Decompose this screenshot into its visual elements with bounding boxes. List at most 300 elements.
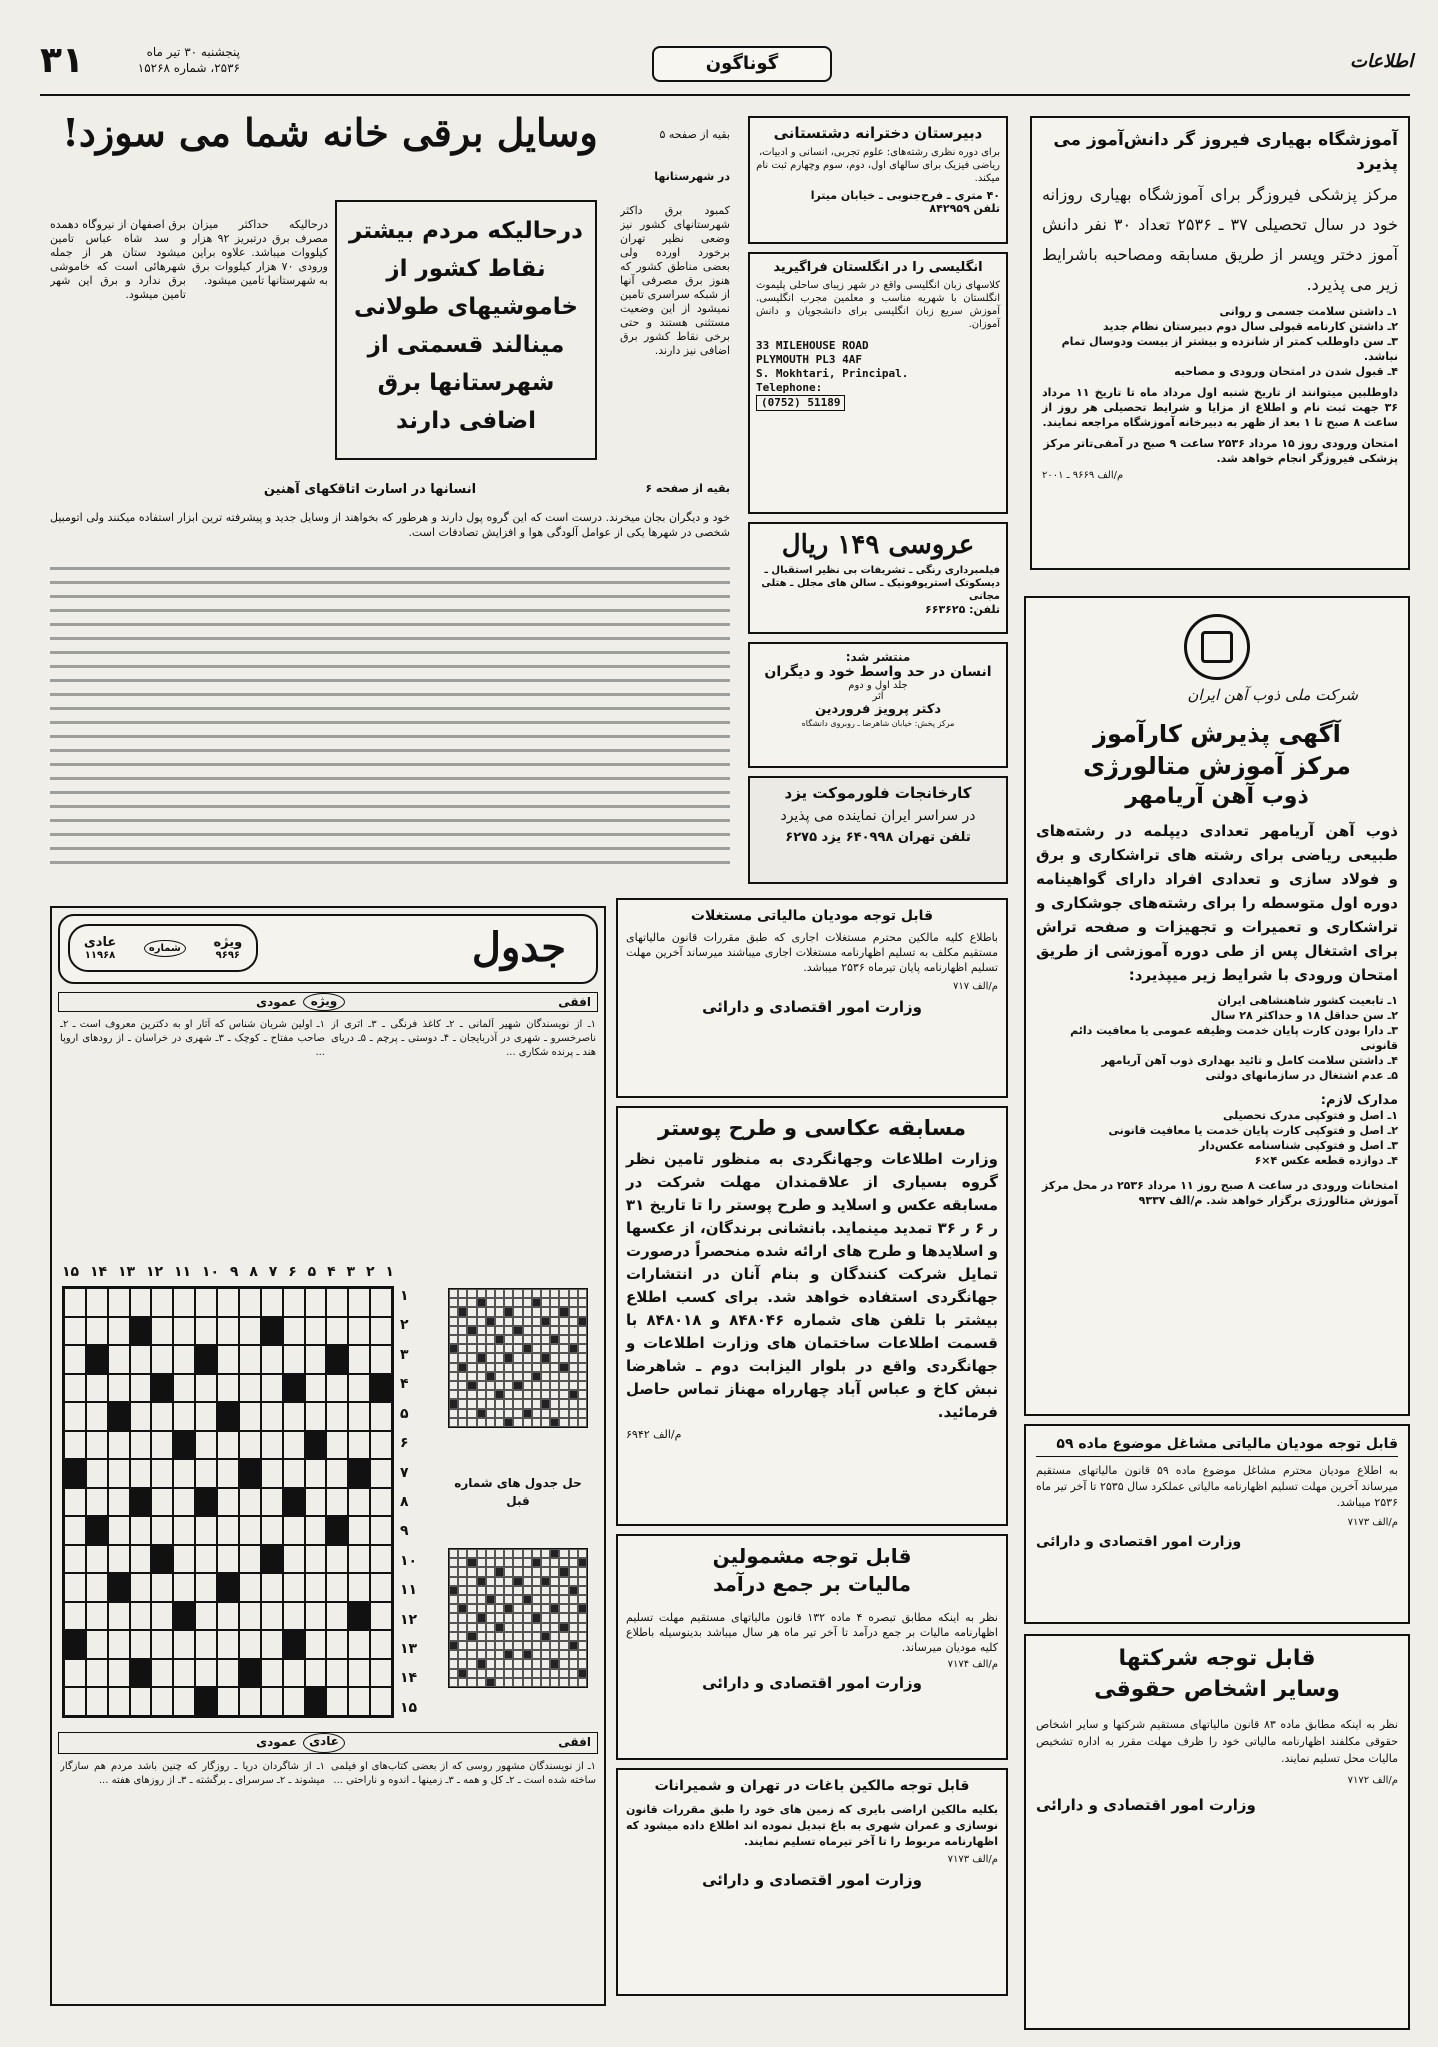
grid-cell[interactable]	[64, 1516, 86, 1545]
grid-cell[interactable]	[283, 1545, 305, 1574]
grid-cell[interactable]	[261, 1602, 283, 1631]
grid-cell[interactable]	[86, 1374, 108, 1403]
grid-cell[interactable]	[283, 1659, 305, 1688]
grid-cell[interactable]	[173, 1659, 195, 1688]
grid-cell[interactable]	[326, 1317, 348, 1346]
grid-cell[interactable]	[108, 1602, 130, 1631]
grid-cell[interactable]	[130, 1459, 152, 1488]
solution-cell	[486, 1317, 495, 1326]
grid-cell[interactable]	[108, 1687, 130, 1716]
grid-cell[interactable]	[195, 1573, 217, 1602]
grid-cell[interactable]	[86, 1630, 108, 1659]
solution-cell	[449, 1409, 458, 1418]
clues-vertical-text: ۱ـ اولین شریان شناس که آثار او به دکترین معروف است ـ ۲ـ صاحب مفتاح ـ کوچک ـ ۳ـ شهری در خراسان ـ از رودهای اروپا ...	[60, 1019, 325, 1058]
grid-cell[interactable]	[370, 1345, 392, 1374]
grid-cell[interactable]	[195, 1602, 217, 1631]
grid-cell[interactable]	[108, 1345, 130, 1374]
grid-cell[interactable]	[151, 1659, 173, 1688]
grid-cell[interactable]	[217, 1659, 239, 1688]
grid-cell[interactable]	[195, 1374, 217, 1403]
grid-cell[interactable]	[217, 1545, 239, 1574]
grid-cell[interactable]	[261, 1374, 283, 1403]
grid-cell[interactable]	[239, 1516, 261, 1545]
grid-cell[interactable]	[64, 1345, 86, 1374]
grid-cell[interactable]	[151, 1317, 173, 1346]
grid-cell[interactable]	[370, 1516, 392, 1545]
solution-cell	[559, 1549, 568, 1558]
grid-cell[interactable]	[173, 1545, 195, 1574]
solution-cell	[486, 1586, 495, 1595]
solution-cell	[458, 1595, 467, 1604]
grid-cell[interactable]	[370, 1317, 392, 1346]
grid-cell[interactable]	[217, 1288, 239, 1317]
grid-cell[interactable]	[305, 1602, 327, 1631]
grid-cell[interactable]	[86, 1602, 108, 1631]
solution-cell	[449, 1659, 458, 1668]
grid-cell[interactable]	[261, 1659, 283, 1688]
solution-cell	[550, 1669, 559, 1678]
grid-cell[interactable]	[283, 1431, 305, 1460]
grid-cell[interactable]	[283, 1288, 305, 1317]
book-title: انسان در حد واسط خود و دیگران	[764, 664, 992, 680]
grid-cell[interactable]	[239, 1687, 261, 1716]
grid-cell[interactable]	[195, 1431, 217, 1460]
grid-cell[interactable]	[348, 1545, 370, 1574]
grid-cell[interactable]	[130, 1602, 152, 1631]
grid-cell[interactable]	[283, 1516, 305, 1545]
solution-cell	[559, 1372, 568, 1381]
grid-cell[interactable]	[151, 1488, 173, 1517]
grid-cell[interactable]	[239, 1545, 261, 1574]
grid-cell[interactable]	[86, 1459, 108, 1488]
solution-cell	[559, 1586, 568, 1595]
issue-text: ۲۵۳۶، شماره ۱۵۲۶۸	[137, 61, 240, 75]
grid-cell[interactable]	[326, 1431, 348, 1460]
solution-cell	[467, 1344, 476, 1353]
wealth-tax-ad	[616, 1534, 1008, 1760]
solution-cell	[477, 1381, 486, 1390]
grid-cell[interactable]	[261, 1630, 283, 1659]
grid-cell[interactable]	[283, 1459, 305, 1488]
grid-cell[interactable]	[130, 1630, 152, 1659]
photo-contest-ad	[616, 1106, 1008, 1526]
grid-cell[interactable]	[217, 1602, 239, 1631]
grid-cell[interactable]	[130, 1687, 152, 1716]
grid-cell[interactable]	[305, 1374, 327, 1403]
main-continued: بقیه از صفحه ۵	[659, 128, 730, 141]
grid-cell[interactable]	[86, 1488, 108, 1517]
grid-cell[interactable]	[370, 1545, 392, 1574]
grid-cell[interactable]	[283, 1317, 305, 1346]
solution-cell	[477, 1399, 486, 1408]
grid-cell[interactable]	[305, 1573, 327, 1602]
grid-cell[interactable]	[370, 1602, 392, 1631]
grid-cell[interactable]	[108, 1545, 130, 1574]
grid-cell[interactable]	[86, 1288, 108, 1317]
col-num-15: ۱۵	[62, 1264, 80, 1280]
grid-cell[interactable]	[305, 1630, 327, 1659]
grid-cell[interactable]	[370, 1288, 392, 1317]
behyari-title: آموزشگاه بهیاری فیروز گر دانش‌آموز می پذیرد	[1053, 130, 1398, 174]
solution-cell	[559, 1604, 568, 1613]
grid-cell[interactable]	[239, 1630, 261, 1659]
grid-cell[interactable]	[173, 1374, 195, 1403]
grid-cell[interactable]	[305, 1402, 327, 1431]
solution-cell	[467, 1595, 476, 1604]
grid-cell[interactable]	[326, 1602, 348, 1631]
solution-cell	[477, 1317, 486, 1326]
grid-cell[interactable]	[108, 1630, 130, 1659]
solution-cell	[513, 1326, 522, 1335]
solution-cell	[569, 1363, 578, 1372]
grid-cell[interactable]	[239, 1374, 261, 1403]
grid-cell[interactable]	[261, 1488, 283, 1517]
grid-cell[interactable]	[151, 1431, 173, 1460]
grid-cell[interactable]	[108, 1659, 130, 1688]
grid-cell[interactable]	[261, 1345, 283, 1374]
grid-cell[interactable]	[305, 1317, 327, 1346]
solution-cell	[504, 1669, 513, 1678]
grid-cell[interactable]	[151, 1288, 173, 1317]
grid-cell[interactable]	[239, 1345, 261, 1374]
grid-cell[interactable]	[151, 1573, 173, 1602]
grid-cell[interactable]	[305, 1459, 327, 1488]
solution-cell	[541, 1567, 550, 1576]
solution-cell	[495, 1372, 504, 1381]
grid-cell[interactable]	[217, 1488, 239, 1517]
grid-cell[interactable]	[151, 1602, 173, 1631]
grid-cell[interactable]	[151, 1630, 173, 1659]
solution-cell	[559, 1678, 568, 1687]
solution-cell	[578, 1632, 587, 1641]
grid-cell[interactable]	[130, 1345, 152, 1374]
grid-cell[interactable]	[239, 1488, 261, 1517]
grid-cell[interactable]	[217, 1317, 239, 1346]
grid-cell[interactable]	[305, 1516, 327, 1545]
grid-cell[interactable]	[370, 1687, 392, 1716]
grid-cell[interactable]	[108, 1459, 130, 1488]
solution-cell	[541, 1632, 550, 1641]
solution-cell	[504, 1390, 513, 1399]
grid-cell[interactable]	[173, 1488, 195, 1517]
grid-cell[interactable]	[370, 1659, 392, 1688]
grid-cell[interactable]	[326, 1402, 348, 1431]
solution-cell	[458, 1289, 467, 1298]
grid-cell[interactable]	[348, 1630, 370, 1659]
solution-cell	[541, 1344, 550, 1353]
solution-cell	[578, 1623, 587, 1632]
grid-cell[interactable]	[195, 1288, 217, 1317]
grid-cell[interactable]	[326, 1545, 348, 1574]
solution-cell	[504, 1363, 513, 1372]
grid-cell[interactable]	[326, 1374, 348, 1403]
solution-cell	[559, 1335, 568, 1344]
grid-cell[interactable]	[86, 1573, 108, 1602]
grid-cell[interactable]	[108, 1317, 130, 1346]
grid-cell[interactable]	[130, 1573, 152, 1602]
solution-cell	[578, 1317, 587, 1326]
grid-cell[interactable]	[64, 1573, 86, 1602]
solution-cell	[449, 1317, 458, 1326]
solution-cell	[449, 1298, 458, 1307]
solution-cell	[550, 1586, 559, 1595]
grid-cell[interactable]	[239, 1431, 261, 1460]
solution-cell	[477, 1641, 486, 1650]
grid-cell[interactable]	[108, 1374, 130, 1403]
solution-cell	[486, 1372, 495, 1381]
solution-cell	[578, 1577, 587, 1586]
solution-cell	[541, 1335, 550, 1344]
solution-cell	[523, 1289, 532, 1298]
solution-cell	[458, 1632, 467, 1641]
solution-cell	[449, 1390, 458, 1399]
grid-cell[interactable]	[261, 1431, 283, 1460]
grid-cell[interactable]	[348, 1431, 370, 1460]
grid-cell[interactable]	[130, 1402, 152, 1431]
grid-cell[interactable]	[130, 1516, 152, 1545]
grid-cell[interactable]	[151, 1459, 173, 1488]
solution-cell	[486, 1363, 495, 1372]
grid-cell[interactable]	[217, 1687, 239, 1716]
solution-cell	[467, 1623, 476, 1632]
wealth-tax-title-2: مالیات بر جمع درآمد	[712, 1572, 912, 1596]
solution-cell	[467, 1549, 476, 1558]
second-continued: بقیه از صفحه ۶	[645, 482, 730, 495]
grid-cell[interactable]	[64, 1488, 86, 1517]
behyari-req-1: ۱ـ داشتن سلامت جسمی و روانی	[1219, 305, 1398, 318]
grid-cell[interactable]	[305, 1545, 327, 1574]
grid-cell[interactable]	[348, 1488, 370, 1517]
grid-cell[interactable]	[64, 1687, 86, 1716]
solution-cell	[477, 1595, 486, 1604]
solution-cell	[550, 1650, 559, 1659]
row-num-9: ۹	[400, 1523, 409, 1540]
wedding-text: فیلمبرداری رنگی ـ تشریفات بی نظیر استقبال ـ دیسکوتک استریوفونیک ـ سالن های مجلل ـ هتلی مجانی	[761, 565, 1000, 602]
grid-cell[interactable]	[64, 1402, 86, 1431]
clues-vertical-label-2: عمودی	[256, 1735, 297, 1749]
grid-cell[interactable]	[217, 1345, 239, 1374]
grid-cell[interactable]	[195, 1516, 217, 1545]
grid-cell[interactable]	[86, 1402, 108, 1431]
solution-cell	[550, 1289, 559, 1298]
grid-cell[interactable]	[283, 1402, 305, 1431]
grid-cell[interactable]	[64, 1374, 86, 1403]
grid-cell[interactable]	[261, 1573, 283, 1602]
grid-cell[interactable]	[348, 1659, 370, 1688]
grid-cell[interactable]	[261, 1687, 283, 1716]
crossword-grid[interactable]	[62, 1286, 394, 1718]
grid-cell[interactable]	[217, 1516, 239, 1545]
grid-cell[interactable]	[283, 1687, 305, 1716]
grid-cell[interactable]	[239, 1288, 261, 1317]
grid-cell[interactable]	[348, 1402, 370, 1431]
grid-cell[interactable]	[173, 1317, 195, 1346]
grid-cell[interactable]	[348, 1516, 370, 1545]
grid-cell[interactable]	[86, 1659, 108, 1688]
grid-cell[interactable]	[64, 1659, 86, 1688]
grid-cell[interactable]	[217, 1374, 239, 1403]
grid-cell[interactable]	[370, 1459, 392, 1488]
solution-cell	[569, 1307, 578, 1316]
zobahan-doc-4: ۴ـ دوازده قطعه عکس ۴×۶	[1254, 1154, 1398, 1167]
grid-cell	[305, 1431, 327, 1460]
grid-cell[interactable]	[305, 1659, 327, 1688]
date-line	[100, 44, 240, 76]
grid-cell[interactable]	[108, 1488, 130, 1517]
grid-cell[interactable]	[130, 1374, 152, 1403]
zobahan-footer: امتحانات ورودی در ساعت ۸ صبح روز ۱۱ مرداد ۲۵۳۶ در محل مرکز آموزش متالورژی برگزار خواهد شد. م/الف ۹۳۳۷	[1042, 1179, 1398, 1207]
grid-cell[interactable]	[86, 1687, 108, 1716]
grid-cell[interactable]	[348, 1573, 370, 1602]
behyari-req-4: ۴ـ قبول شدن در امتحان ورودی و مصاحبه	[1174, 365, 1398, 378]
grid-cell[interactable]	[326, 1459, 348, 1488]
solution-cell	[467, 1418, 476, 1427]
grid-cell[interactable]	[370, 1431, 392, 1460]
grid-cell[interactable]	[151, 1402, 173, 1431]
grid-cell[interactable]	[283, 1345, 305, 1374]
zobahan-body: ذوب آهن آریامهر تعدادی دیپلمه در رشته‌های طبیعی ریاضی برای رشته های تراشکاری و برق و فولاد سازی و تعدادی افراد دارای گواهینامه دوره اول متوسطه را برای رشته‌های جوشکاری و تراشکاری و تعمیرات و تجهیزات و صفحه تراش برای اشتغال پس از طی دوره آموزشی از طریق امتحان ورودی با شرایط زیر میپذیرد:	[1036, 822, 1398, 984]
zobahan-logo-inner	[1201, 631, 1233, 663]
grid-cell[interactable]	[348, 1317, 370, 1346]
solution-cell	[550, 1659, 559, 1668]
grid-cell[interactable]	[305, 1345, 327, 1374]
grid-cell[interactable]	[217, 1459, 239, 1488]
grid-cell[interactable]	[326, 1630, 348, 1659]
grid-cell[interactable]	[283, 1573, 305, 1602]
solution-cell	[578, 1335, 587, 1344]
solution-cell	[486, 1549, 495, 1558]
grid-cell[interactable]	[239, 1402, 261, 1431]
grid-cell[interactable]	[305, 1488, 327, 1517]
solution-cell	[541, 1372, 550, 1381]
solution-cell	[495, 1586, 504, 1595]
grid-cell[interactable]	[173, 1630, 195, 1659]
crossword-title: جدول	[471, 924, 566, 971]
solution-cell	[523, 1641, 532, 1650]
solution-cell	[578, 1595, 587, 1604]
grid-cell[interactable]	[130, 1431, 152, 1460]
grid-cell[interactable]	[108, 1516, 130, 1545]
grid-cell[interactable]	[261, 1402, 283, 1431]
solution-cell	[449, 1577, 458, 1586]
grid-cell[interactable]	[173, 1459, 195, 1488]
solution-cell	[569, 1409, 578, 1418]
solution-cell	[513, 1558, 522, 1567]
grid-cell[interactable]	[348, 1345, 370, 1374]
grid-cell[interactable]	[261, 1288, 283, 1317]
grid-cell[interactable]	[151, 1516, 173, 1545]
grid-cell[interactable]	[195, 1317, 217, 1346]
grid-cell[interactable]	[348, 1288, 370, 1317]
solution-cell	[513, 1595, 522, 1604]
grid-cell[interactable]	[348, 1687, 370, 1716]
grid-cell[interactable]	[195, 1459, 217, 1488]
solution-cell	[532, 1372, 541, 1381]
grid-cell[interactable]	[151, 1687, 173, 1716]
solution-cell	[578, 1326, 587, 1335]
grid-cell[interactable]	[326, 1573, 348, 1602]
grid-cell[interactable]	[239, 1602, 261, 1631]
solution-cell	[523, 1567, 532, 1576]
grid-cell[interactable]	[326, 1659, 348, 1688]
grid-cell[interactable]	[239, 1573, 261, 1602]
grid-cell[interactable]	[261, 1516, 283, 1545]
solution-cell	[504, 1650, 513, 1659]
english-school-title: انگلیسی را در انگلستان فراگیرید	[773, 260, 983, 275]
grid-cell[interactable]	[195, 1630, 217, 1659]
grid-cell[interactable]	[217, 1630, 239, 1659]
grid-cell[interactable]	[64, 1431, 86, 1460]
grid-cell[interactable]	[173, 1402, 195, 1431]
grid-cell[interactable]	[195, 1402, 217, 1431]
solution-cell	[458, 1678, 467, 1687]
grid-cell[interactable]	[283, 1602, 305, 1631]
solution-cell	[569, 1669, 578, 1678]
english-school-ad	[748, 252, 1008, 514]
grid-cell[interactable]	[173, 1687, 195, 1716]
solution-cell	[467, 1409, 476, 1418]
grid-cell[interactable]	[173, 1573, 195, 1602]
grid-column-numbers	[62, 1264, 394, 1280]
grid-cell[interactable]	[195, 1545, 217, 1574]
grid-cell[interactable]	[151, 1345, 173, 1374]
grid-row-numbers	[400, 1288, 420, 1716]
grid-cell[interactable]	[173, 1516, 195, 1545]
solution-cell	[449, 1558, 458, 1567]
grid-cell[interactable]	[108, 1431, 130, 1460]
solution-cell	[504, 1558, 513, 1567]
grid-cell[interactable]	[108, 1288, 130, 1317]
grid-cell[interactable]	[370, 1488, 392, 1517]
grid-cell[interactable]	[370, 1630, 392, 1659]
grid-cell[interactable]	[326, 1687, 348, 1716]
grid-cell[interactable]	[86, 1431, 108, 1460]
grid-cell[interactable]	[86, 1317, 108, 1346]
grid-cell[interactable]	[326, 1288, 348, 1317]
grid-cell[interactable]	[326, 1488, 348, 1517]
solution-cell	[495, 1307, 504, 1316]
grid-cell[interactable]	[305, 1288, 327, 1317]
grid-cell[interactable]	[348, 1374, 370, 1403]
grid-cell[interactable]	[261, 1459, 283, 1488]
solution-cell	[477, 1289, 486, 1298]
grid-cell[interactable]	[64, 1602, 86, 1631]
grid-cell[interactable]	[217, 1431, 239, 1460]
grid-cell[interactable]	[130, 1545, 152, 1574]
grid-cell[interactable]	[370, 1573, 392, 1602]
grid-cell[interactable]	[173, 1288, 195, 1317]
grid-cell[interactable]	[64, 1288, 86, 1317]
grid-cell[interactable]	[64, 1545, 86, 1574]
col-num-4: ۴	[327, 1264, 336, 1280]
solution-cell	[550, 1549, 559, 1558]
solution-cell	[523, 1335, 532, 1344]
grid-cell[interactable]	[86, 1545, 108, 1574]
grid-cell[interactable]	[173, 1345, 195, 1374]
second-text: خود و دیگران بجان میخرند. درست است که این گروه پول دارند و هرطور که بخواهند از وسایل جدید و پیشرفته ترین ابزار استفاده میکنند ولی اتومبیل شخصی در شهرها یکی از عوامل آلودگی هوا و افزایش تصادفات است.	[50, 511, 730, 539]
grid-cell[interactable]	[239, 1317, 261, 1346]
solution-cell	[541, 1317, 550, 1326]
solution-cell	[550, 1623, 559, 1632]
grid-cell[interactable]	[195, 1659, 217, 1688]
grid-cell[interactable]	[130, 1288, 152, 1317]
solution-cell	[532, 1418, 541, 1427]
row-num-3: ۳	[400, 1346, 409, 1363]
solution-cell	[569, 1317, 578, 1326]
grid-cell[interactable]	[370, 1402, 392, 1431]
zobahan-req-2: ۲ـ سن حداقل ۱۸ و حداکثر ۲۸ سال	[1210, 1009, 1398, 1022]
grid-cell[interactable]	[64, 1317, 86, 1346]
